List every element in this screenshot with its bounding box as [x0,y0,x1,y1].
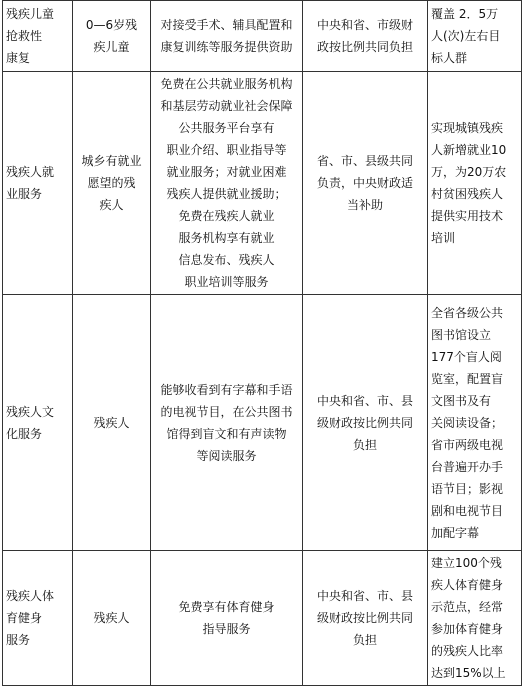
table-row [3,295,522,551]
table-row [3,72,522,295]
service-item-cell: 残疾儿童 抢救性 康复 [3,1,73,72]
table-row [3,551,522,686]
table-row [3,1,522,72]
target-group-cell: 城乡有就业 愿望的残 疾人 [73,72,151,295]
standard-cell: 覆盖 2．5万 人(次)左右目 标人群 [428,1,522,72]
funding-cell: 省、市、县级共同 负责，中央财政适 当补助 [303,72,428,295]
service-content-cell: 对接受手术、辅具配置和 康复训练等服务提供资助 [151,1,303,72]
standard-cell: 实现城镇残疾 人新增就业10 万，为20万农 村贫困残疾人 提供实用技术 培训 [428,72,522,295]
service-item-cell: 残疾人体 育健身 服务 [3,551,73,686]
target-group-cell: 0—6岁残 疾儿童 [73,1,151,72]
service-content-cell: 免费享有体育健身 指导服务 [151,551,303,686]
service-content-cell: 能够收看到有字幕和手语 的电视节目，在公共图书 馆得到盲文和有声读物 等阅读服务 [151,295,303,551]
service-item-cell: 残疾人就 业服务 [3,72,73,295]
funding-cell: 中央和省、市、县 级财政按比例共同 负担 [303,551,428,686]
funding-cell: 中央和省、市级财 政按比例共同负担 [303,1,428,72]
services-table [2,0,522,686]
service-item-cell: 残疾人文 化服务 [3,295,73,551]
standard-cell: 建立100个残 疾人体育健身 示范点，经常 参加体育健身 的残疾人比率 达到15%以上 [428,551,522,686]
funding-cell: 中央和省、市、县 级财政按比例共同 负担 [303,295,428,551]
target-group-cell: 残疾人 [73,551,151,686]
service-content-cell: 免费在公共就业服务机构 和基层劳动就业社会保障 公共服务平台享有 职业介绍、职业指导等 就业服务；对就业困难 残疾人提供就业援助； 免费在残疾人就业 服务机构享有就业 信息发布、残疾人 职业培训等服务 [151,72,303,295]
target-group-cell: 残疾人 [73,295,151,551]
standard-cell: 全省各级公共 图书馆设立 177个盲人阅 览室，配置盲 文图书及有 关阅读设备； 省市两级电视 台普遍开办手 语节目；影视 剧和电视节目 加配字幕 [428,295,522,551]
